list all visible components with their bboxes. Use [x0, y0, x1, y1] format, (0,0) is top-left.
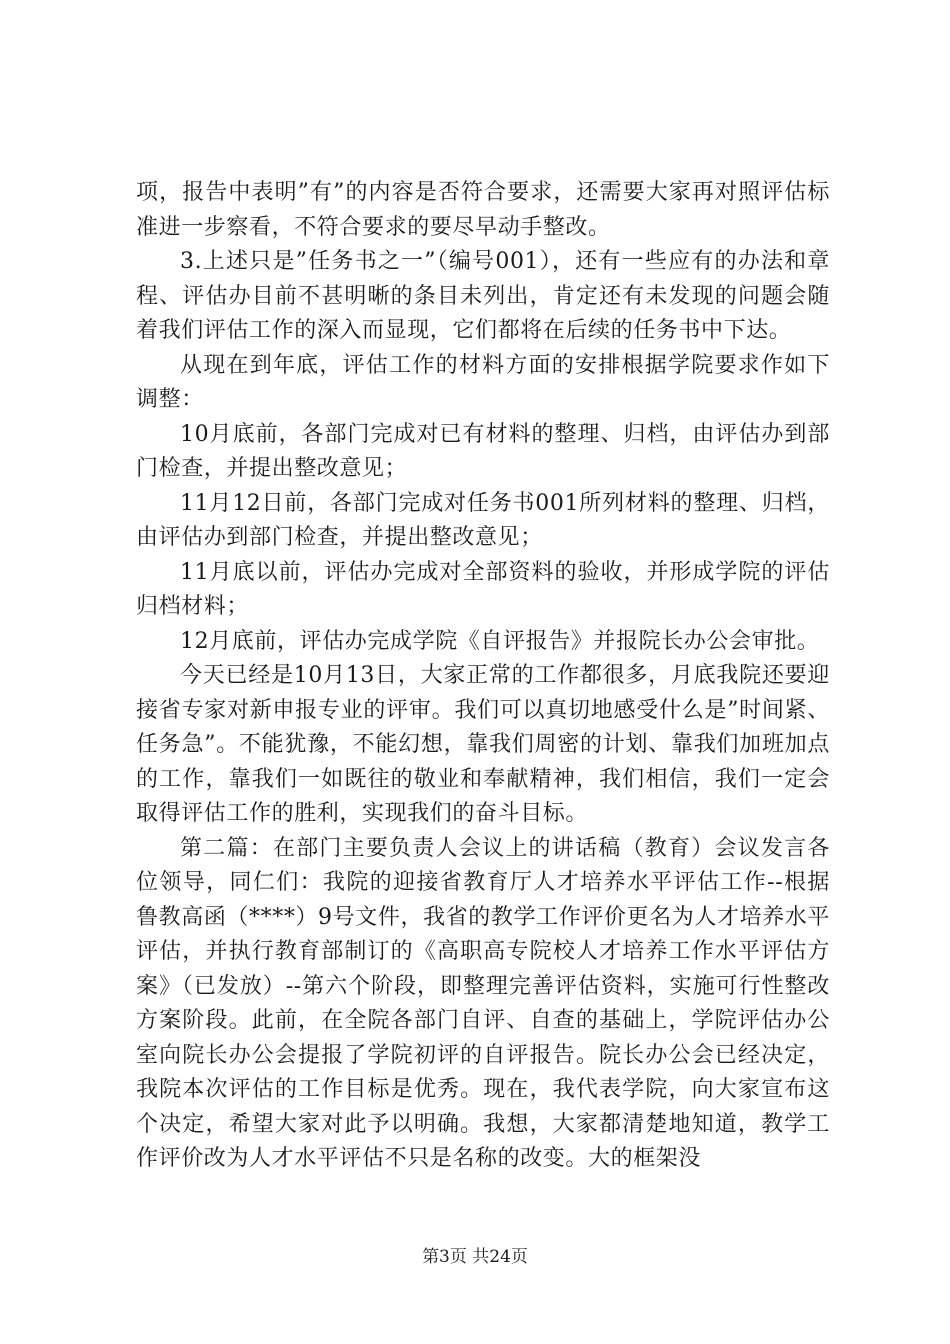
paragraph-7: 12月底前，评估办完成学院《自评报告》并报院长办公会审批。 [180, 628, 820, 654]
document-body [136, 176, 830, 1177]
paragraph-3: 从现在到年底，评估工作的材料方面的安排根据学院要求作如下调整： [136, 352, 830, 412]
paragraph-8: 今天已经是10月13日，大家正常的工作都很多，月底我院还要迎接省专家对新申报专业的评审。我们可以真切地感受什么是”时间紧、任务急”。不能犹豫，不能幻想，靠我们周密的计划、靠我们加班加点的工作，靠我们一如既往的敬业和奉献精神，我们相信，我们一定会取得评估工作的胜利，实现我们的奋斗目标。 [136, 663, 830, 826]
paragraph-9: 第二篇：在部门主要负责人会议上的讲话稿（教育）会议发言各位领导，同仁们：我院的迎接省教育厅人才培养水平评估工作--根据鲁教高函（****）9号文件，我省的教学工作评价更名为人才培养水平评估，并执行教育部制订的《高职高专院校人才培养工作水平评估方案》（已发放）--第六个阶段，即整理完善评估资料，实施可行性整改方案阶段。此前，在全院各部门自评、自查的基础上，学院评估办公室向院长办公会提报了学院初评的自评报告。院长办公会已经决定，我院本次评估的工作目标是优秀。现在，我代表学院，向大家宣布这个决定，希望大家对此予以明确。我想，大家都清楚地知道，教学工作评价改为人才水平评估不只是名称的改变。大的框架没 [136, 835, 830, 1171]
paragraph-2: 3.上述只是”任务书之一”（编号001），还有一些应有的办法和章程、评估办目前不甚明晰的条目未列出，肯定还有未发现的问题会随着我们评估工作的深入而显现，它们都将在后续的任务书中下达。 [136, 249, 830, 343]
paragraph-6: 11月底以前，评估办完成对全部资料的验收，并形成学院的评估归档材料； [136, 559, 830, 619]
paragraph-1: 项，报告中表明”有”的内容是否符合要求，还需要大家再对照评估标准进一步察看，不符合要求的要尽早动手整改。 [136, 180, 830, 240]
paragraph-5: 11月12日前，各部门完成对任务书001所列材料的整理、归档，由评估办到部门检查，并提出整改意见； [136, 490, 830, 550]
page-number-footer: 第3页 共24页 [422, 1247, 528, 1267]
paragraph-4: 10月底前，各部门完成对已有材料的整理、归档，由评估办到部门检查，并提出整改意见； [136, 421, 830, 481]
